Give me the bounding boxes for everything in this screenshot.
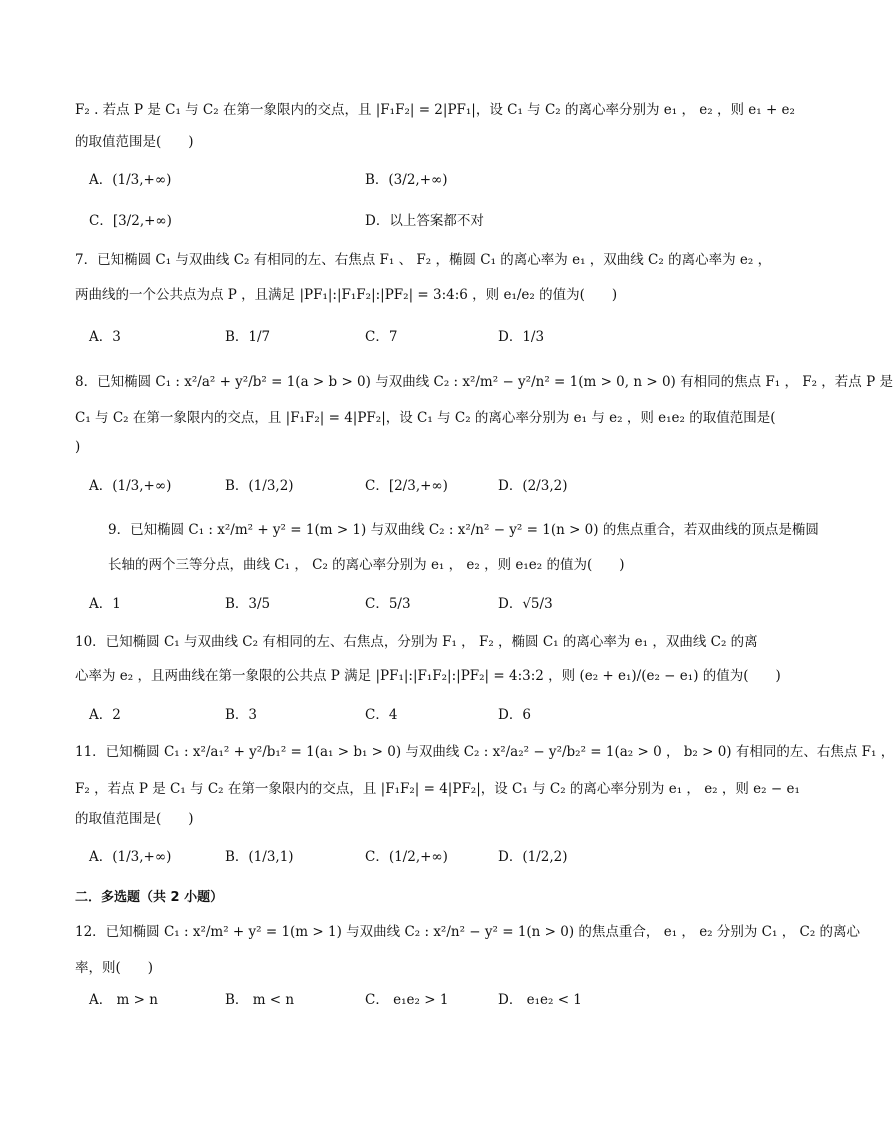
q10-option-a: A．2 [89, 707, 121, 723]
q9-option-d: D．√5/3 [498, 596, 553, 612]
q11-line1: 11．已知椭圆 C₁ : x²/a₁² + y²/b₁² = 1(a₁ > b₁ > 0) 与双曲线 C₂ : x²/a₂² − y²/b₂² = 1(a₂ > 0 ， b₂ > 0) 有相同的左、右焦点 F₁ ， [75, 744, 894, 760]
q10-option-d: D．6 [498, 707, 531, 723]
q8-option-d: D．(2/3,2) [498, 478, 568, 494]
q8-option-a: A．(1/3,+∞) [89, 478, 172, 494]
q7-line2: 两曲线的一个公共点为点 P ，且满足 |PF₁|:|F₁F₂|:|PF₂| = 3:4:6 ，则 e₁/e₂ 的值为( ) [75, 287, 618, 303]
q12-line1: 12．已知椭圆 C₁ : x²/m² + y² = 1(m > 1) 与双曲线 C₂ : x²/n² − y² = 1(n > 0) 的焦点重合， e₁ ， e₂ 分别为 C₁ ， C₂ 的离心 [75, 924, 861, 940]
q12-option-c: C． e₁e₂ > 1 [365, 992, 449, 1008]
q7-option-b: B．1/7 [225, 329, 271, 345]
q9-option-b: B．3/5 [225, 596, 271, 612]
q6-line2: 的取值范围是( ) [75, 134, 194, 150]
q7-option-a: A．3 [89, 329, 121, 345]
q11-option-b: B．(1/3,1) [225, 849, 294, 865]
q9-line2: 长轴的两个三等分点，曲线 C₁ ， C₂ 的离心率分别为 e₁ ， e₂ ，则 e₁e₂ 的值为( ) [108, 557, 625, 573]
q6-option-d: D．以上答案都不对 [365, 213, 484, 229]
q6-option-a: A．(1/3,+∞) [89, 172, 172, 188]
q6-option-b: B．(3/2,+∞) [365, 172, 448, 188]
q9-option-c: C．5/3 [365, 596, 411, 612]
q11-line2: F₂ ，若点 P 是 C₁ 与 C₂ 在第一象限内的交点，且 |F₁F₂| = 4|PF₂|，设 C₁ 与 C₂ 的离心率分别为 e₁ ， e₂ ，则 e₂ − e₁ [75, 781, 800, 797]
q10-line2: 心率为 e₂ ，且两曲线在第一象限的公共点 P 满足 |PF₁|:|F₁F₂|:|PF₂| = 4:3:2 ，则 (e₂ + e₁)/(e₂ − e₁) 的值为( ) [75, 668, 781, 684]
q10-option-c: C．4 [365, 707, 398, 723]
q8-option-c: C．[2/3,+∞) [365, 478, 448, 494]
q8-line1: 8．已知椭圆 C₁ : x²/a² + y²/b² = 1(a > b > 0) 与双曲线 C₂ : x²/m² − y²/n² = 1(m > 0, n > 0) 有相同的焦点 F₁ ， F₂ ，若点 P 是 [75, 374, 893, 390]
q6-option-c: C．[3/2,+∞) [89, 213, 172, 229]
q8-option-b: B．(1/3,2) [225, 478, 294, 494]
q11-line3: 的取值范围是( ) [75, 811, 194, 827]
q10-line1: 10．已知椭圆 C₁ 与双曲线 C₂ 有相同的左、右焦点，分别为 F₁ ， F₂ ，椭圆 C₁ 的离心率为 e₁ ，双曲线 C₂ 的离 [75, 634, 758, 650]
q11-option-a: A．(1/3,+∞) [89, 849, 172, 865]
q12-option-d: D． e₁e₂ < 1 [498, 992, 582, 1008]
q12-line2: 率，则( ) [75, 960, 154, 976]
q7-line1: 7．已知椭圆 C₁ 与双曲线 C₂ 有相同的左、右焦点 F₁ 、 F₂ ，椭圆 C₁ 的离心率为 e₁ ，双曲线 C₂ 的离心率为 e₂ ， [75, 252, 772, 268]
q9-line1: 9．已知椭圆 C₁ : x²/m² + y² = 1(m > 1) 与双曲线 C₂ : x²/n² − y² = 1(n > 0) 的焦点重合，若双曲线的顶点是椭圆 [108, 522, 819, 538]
q8-line2: C₁ 与 C₂ 在第一象限内的交点，且 |F₁F₂| = 4|PF₂|，设 C₁ 与 C₂ 的离心率分别为 e₁ 与 e₂ ，则 e₁e₂ 的取值范围是( [75, 410, 776, 426]
q7-option-c: C．7 [365, 329, 398, 345]
section-heading-multiple-choice: 二．多选题（共 2 小题） [75, 890, 224, 905]
q12-option-b: B． m < n [225, 992, 295, 1008]
q7-option-d: D．1/3 [498, 329, 545, 345]
q12-option-a: A． m > n [89, 992, 158, 1008]
q6-line1: F₂ . 若点 P 是 C₁ 与 C₂ 在第一象限内的交点，且 |F₁F₂| = 2|PF₁|，设 C₁ 与 C₂ 的离心率分别为 e₁ ， e₂ ，则 e₁ + e₂ [75, 102, 795, 118]
q8-line3: ) [75, 439, 81, 455]
q11-option-c: C．(1/2,+∞) [365, 849, 448, 865]
q10-option-b: B．3 [225, 707, 258, 723]
q11-option-d: D．(1/2,2) [498, 849, 568, 865]
q9-option-a: A．1 [89, 596, 121, 612]
